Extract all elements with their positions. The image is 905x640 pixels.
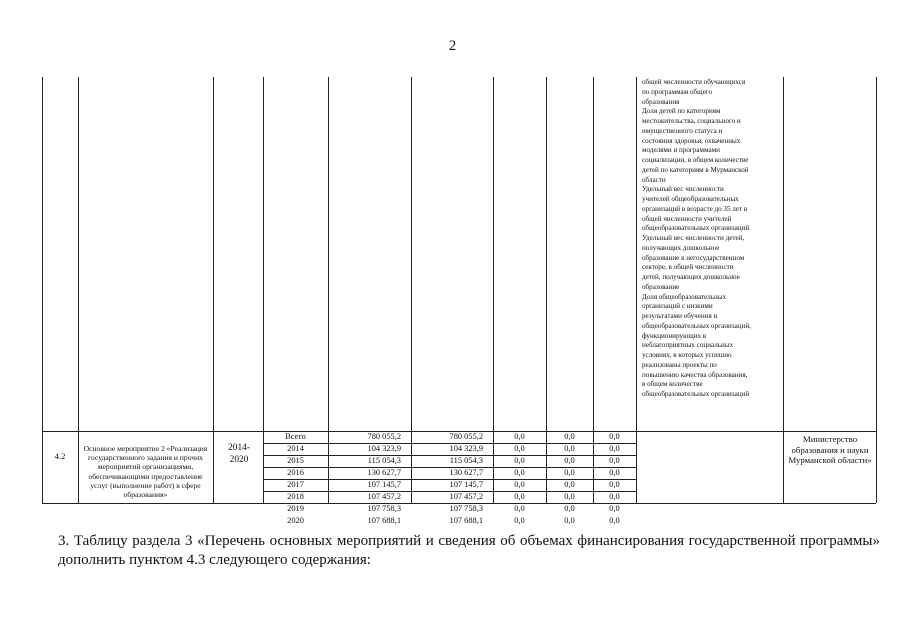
year-cell: 2015 [287, 456, 304, 465]
value-cell: 0,0 [609, 444, 620, 453]
value-cell: 0,0 [564, 504, 575, 513]
total-cell: 107 145,7 [367, 480, 401, 489]
event-name: Основное мероприятие 2 «Реализация государственного задания и прочих мероприятий организациями, обеспечивающими предоставление услуг (выполнение работ) в сфере образования» [83, 444, 208, 500]
value-cell: 0,0 [514, 432, 525, 441]
value-cell: 0,0 [564, 516, 575, 525]
year-cell: 2018 [287, 492, 304, 501]
value-cell: 0,0 [564, 468, 575, 477]
total-cell: 780 055,2 [367, 432, 401, 441]
year-cell: 2016 [287, 468, 304, 477]
value-cell: 0,0 [514, 516, 525, 525]
value-cell: 0,0 [514, 444, 525, 453]
value-cell: 0,0 [564, 444, 575, 453]
value-cell: 0,0 [609, 516, 620, 525]
total-cell: 115 054,3 [367, 456, 401, 465]
table-border [213, 77, 214, 503]
value-cell: 0,0 [514, 492, 525, 501]
table-border [783, 77, 784, 503]
row-number: 4.2 [54, 451, 66, 461]
value-cell: 0,0 [609, 480, 620, 489]
executor: Министерство образования и науки Мурманской области» [788, 434, 872, 465]
value-cell: 0,0 [609, 468, 620, 477]
table-border [78, 77, 79, 503]
year-cell: 2020 [287, 516, 304, 525]
regional-cell: 780 055,2 [449, 432, 483, 441]
value-cell: 0,0 [514, 468, 525, 477]
value-cell: 0,0 [564, 492, 575, 501]
table-border [636, 77, 637, 503]
page-number: 2 [448, 38, 457, 54]
table-border [876, 77, 877, 503]
value-cell: 0,0 [564, 456, 575, 465]
value-cell: 0,0 [609, 492, 620, 501]
value-cell: 0,0 [564, 432, 575, 441]
total-cell: 107 457,2 [367, 492, 401, 501]
regional-cell: 130 627,7 [449, 468, 483, 477]
year-cell: Всего [285, 432, 306, 441]
total-cell: 107 758,3 [367, 504, 401, 513]
regional-cell: 104 323,9 [449, 444, 483, 453]
value-cell: 0,0 [609, 432, 620, 441]
regional-cell: 107 145,7 [449, 480, 483, 489]
indicators-text: общей численности обучающихся по программам общего образования Доля детей по категориям местожительства, социального и имущественного статуса и состояния здоровья, охваченных моделями и программами социализации, в общем количестве детей по категориям в Мурманской области Удельный вес численности учителей общеобразовательных организаций в возрасте до 35 лет в общей численности учителей общеобразовательных организаций Удельный вес численности детей, получающих дошкольное образование в негосударственном секторе, в общей численности детей, получающих дошкольное образование Доля общеобразовательных организаций с низкими результатами обучения и общеобразовательных организаций, функционирующих в неблагоприятных социальных условиях, в которых успешно реализованы проекты по повышению качества образования, в общем количестве общеобразовательных организаций [642, 78, 751, 398]
value-cell: 0,0 [514, 480, 525, 489]
regional-cell: 107 688,1 [449, 516, 483, 525]
value-cell: 0,0 [564, 480, 575, 489]
value-cell: 0,0 [609, 456, 620, 465]
year-cell: 2019 [287, 504, 304, 513]
year-cell: 2017 [287, 480, 304, 489]
table-border [42, 77, 43, 503]
period: 2014-2020 [228, 443, 250, 465]
regional-cell: 107 457,2 [449, 492, 483, 501]
total-cell: 107 688,1 [367, 516, 401, 525]
regional-cell: 115 054,3 [449, 456, 483, 465]
year-cell: 2014 [287, 444, 304, 453]
value-cell: 0,0 [514, 504, 525, 513]
total-cell: 104 323,9 [367, 444, 401, 453]
value-cell: 0,0 [609, 504, 620, 513]
amendment-paragraph: 3. Таблицу раздела 3 «Перечень основных мероприятий и сведения об объемах финансирования государственной программы» дополнить пунктом 4.3 следующего содержания: [58, 533, 880, 568]
value-cell: 0,0 [514, 456, 525, 465]
regional-cell: 107 758,3 [449, 504, 483, 513]
total-cell: 130 627,7 [367, 468, 401, 477]
